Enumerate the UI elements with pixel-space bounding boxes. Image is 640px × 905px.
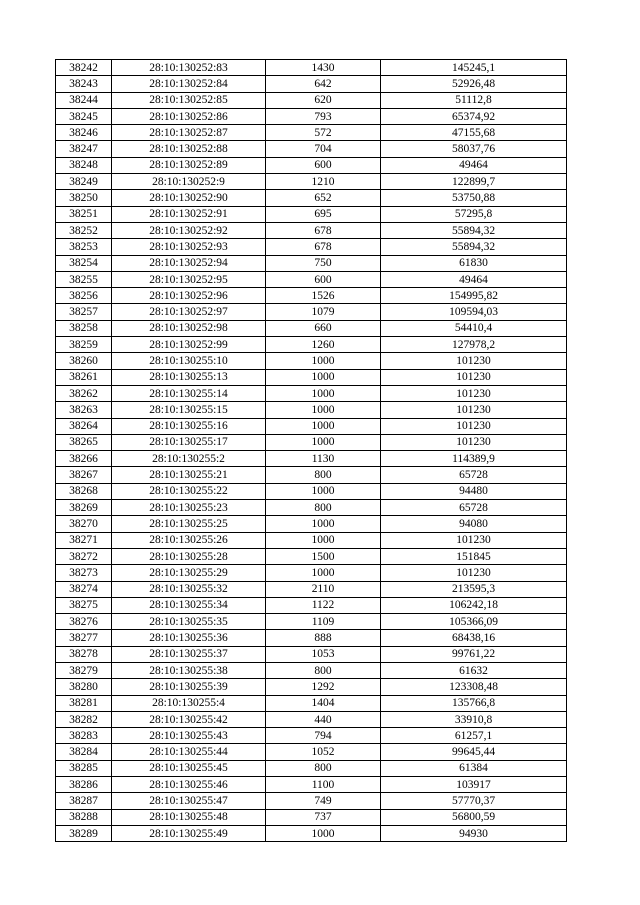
area-cell: 800 [266,500,381,516]
table-row [56,320,567,336]
value-cell: 56800,59 [381,809,567,825]
area-cell: 678 [266,239,381,255]
row-number-cell: 38257 [56,304,112,320]
cadastral-number-cell: 28:10:130252:93 [112,239,266,255]
area-cell: 660 [266,320,381,336]
area-cell: 1000 [266,483,381,499]
area-cell: 1000 [266,369,381,385]
row-number-cell: 38261 [56,369,112,385]
area-cell: 888 [266,630,381,646]
table-row [56,695,567,711]
table-row [56,434,567,450]
value-cell: 57295,8 [381,206,567,222]
cadastral-number-cell: 28:10:130255:14 [112,385,266,401]
area-cell: 1000 [266,385,381,401]
cadastral-number-cell: 28:10:130252:95 [112,271,266,287]
value-cell: 94080 [381,516,567,532]
value-cell: 127978,2 [381,337,567,353]
cadastral-number-cell: 28:10:130252:88 [112,141,266,157]
row-number-cell: 38253 [56,239,112,255]
cadastral-number-cell: 28:10:130255:43 [112,728,266,744]
row-number-cell: 38246 [56,125,112,141]
table-row [56,646,567,662]
table-row [56,288,567,304]
area-cell: 800 [266,467,381,483]
table-row [56,271,567,287]
area-cell: 678 [266,222,381,238]
table-row [56,304,567,320]
area-cell: 1404 [266,695,381,711]
cadastral-number-cell: 28:10:130255:28 [112,548,266,564]
table-row [56,565,567,581]
table-row [56,825,567,841]
area-cell: 1109 [266,614,381,630]
row-number-cell: 38243 [56,76,112,92]
row-number-cell: 38248 [56,157,112,173]
value-cell: 122899,7 [381,174,567,190]
row-number-cell: 38267 [56,467,112,483]
cadastral-number-cell: 28:10:130255:49 [112,825,266,841]
cadastral-number-cell: 28:10:130255:47 [112,793,266,809]
cadastral-number-cell: 28:10:130255:38 [112,662,266,678]
table-row [56,662,567,678]
row-number-cell: 38259 [56,337,112,353]
value-cell: 101230 [381,402,567,418]
cadastral-number-cell: 28:10:130252:92 [112,222,266,238]
cadastral-number-cell: 28:10:130252:91 [112,206,266,222]
area-cell: 600 [266,157,381,173]
cadastral-number-cell: 28:10:130255:29 [112,565,266,581]
row-number-cell: 38252 [56,222,112,238]
cadastral-number-cell: 28:10:130255:21 [112,467,266,483]
cadastral-number-cell: 28:10:130255:35 [112,614,266,630]
row-number-cell: 38276 [56,614,112,630]
cadastral-number-cell: 28:10:130255:17 [112,434,266,450]
row-number-cell: 38271 [56,532,112,548]
row-number-cell: 38244 [56,92,112,108]
value-cell: 49464 [381,271,567,287]
area-cell: 1000 [266,516,381,532]
table-row [56,630,567,646]
value-cell: 68438,16 [381,630,567,646]
area-cell: 1210 [266,174,381,190]
row-number-cell: 38251 [56,206,112,222]
row-number-cell: 38281 [56,695,112,711]
area-cell: 652 [266,190,381,206]
area-cell: 642 [266,76,381,92]
cadastral-number-cell: 28:10:130255:34 [112,597,266,613]
value-cell: 33910,8 [381,711,567,727]
cadastral-number-cell: 28:10:130255:13 [112,369,266,385]
cadastral-number-cell: 28:10:130252:98 [112,320,266,336]
table-row [56,500,567,516]
row-number-cell: 38285 [56,760,112,776]
row-number-cell: 38258 [56,320,112,336]
row-number-cell: 38266 [56,451,112,467]
area-cell: 620 [266,92,381,108]
value-cell: 58037,76 [381,141,567,157]
cadastral-number-cell: 28:10:130252:87 [112,125,266,141]
value-cell: 101230 [381,532,567,548]
row-number-cell: 38245 [56,108,112,124]
table-row [56,108,567,124]
value-cell: 106242,18 [381,597,567,613]
row-number-cell: 38287 [56,793,112,809]
value-cell: 114389,9 [381,451,567,467]
cadastral-number-cell: 28:10:130252:83 [112,60,266,76]
value-cell: 145245,1 [381,60,567,76]
table-row [56,141,567,157]
table-row [56,222,567,238]
value-cell: 109594,03 [381,304,567,320]
row-number-cell: 38289 [56,825,112,841]
table-body [56,60,567,842]
area-cell: 695 [266,206,381,222]
area-cell: 794 [266,728,381,744]
row-number-cell: 38250 [56,190,112,206]
table-row [56,532,567,548]
cadastral-number-cell: 28:10:130252:99 [112,337,266,353]
cadastral-number-cell: 28:10:130255:4 [112,695,266,711]
table-row [56,467,567,483]
row-number-cell: 38260 [56,353,112,369]
value-cell: 101230 [381,369,567,385]
area-cell: 1000 [266,825,381,841]
table-row [56,793,567,809]
value-cell: 55894,32 [381,239,567,255]
cadastral-number-cell: 28:10:130252:9 [112,174,266,190]
value-cell: 51112,8 [381,92,567,108]
row-number-cell: 38269 [56,500,112,516]
row-number-cell: 38284 [56,744,112,760]
row-number-cell: 38280 [56,679,112,695]
value-cell: 49464 [381,157,567,173]
table-row [56,174,567,190]
area-cell: 1000 [266,353,381,369]
table-row [56,369,567,385]
table-row [56,760,567,776]
table-row [56,597,567,613]
data-table [55,59,567,842]
value-cell: 61632 [381,662,567,678]
value-cell: 123308,48 [381,679,567,695]
area-cell: 1130 [266,451,381,467]
row-number-cell: 38264 [56,418,112,434]
value-cell: 99761,22 [381,646,567,662]
table-row [56,337,567,353]
cadastral-number-cell: 28:10:130255:26 [112,532,266,548]
table-row [56,581,567,597]
cadastral-number-cell: 28:10:130255:15 [112,402,266,418]
row-number-cell: 38265 [56,434,112,450]
cadastral-number-cell: 28:10:130252:97 [112,304,266,320]
value-cell: 61257,1 [381,728,567,744]
table-row [56,206,567,222]
area-cell: 1292 [266,679,381,695]
table-row [56,516,567,532]
row-number-cell: 38283 [56,728,112,744]
row-number-cell: 38255 [56,271,112,287]
table-row [56,255,567,271]
table-row [56,157,567,173]
table-row [56,418,567,434]
row-number-cell: 38247 [56,141,112,157]
cadastral-number-cell: 28:10:130255:39 [112,679,266,695]
row-number-cell: 38288 [56,809,112,825]
cadastral-number-cell: 28:10:130255:25 [112,516,266,532]
table-row [56,385,567,401]
cadastral-number-cell: 28:10:130255:48 [112,809,266,825]
cadastral-number-cell: 28:10:130255:23 [112,500,266,516]
value-cell: 53750,88 [381,190,567,206]
area-cell: 1000 [266,434,381,450]
area-cell: 600 [266,271,381,287]
cadastral-number-cell: 28:10:130252:90 [112,190,266,206]
value-cell: 101230 [381,353,567,369]
area-cell: 440 [266,711,381,727]
row-number-cell: 38242 [56,60,112,76]
value-cell: 52926,48 [381,76,567,92]
cadastral-number-cell: 28:10:130252:86 [112,108,266,124]
value-cell: 101230 [381,434,567,450]
table-row [56,451,567,467]
cadastral-number-cell: 28:10:130255:37 [112,646,266,662]
area-cell: 1000 [266,532,381,548]
table-row [56,402,567,418]
row-number-cell: 38268 [56,483,112,499]
value-cell: 65728 [381,467,567,483]
area-cell: 750 [266,255,381,271]
value-cell: 101230 [381,385,567,401]
row-number-cell: 38263 [56,402,112,418]
area-cell: 1122 [266,597,381,613]
cadastral-number-cell: 28:10:130255:10 [112,353,266,369]
table-row [56,125,567,141]
area-cell: 1052 [266,744,381,760]
row-number-cell: 38254 [56,255,112,271]
area-cell: 800 [266,760,381,776]
cadastral-number-cell: 28:10:130252:85 [112,92,266,108]
value-cell: 94930 [381,825,567,841]
area-cell: 1053 [266,646,381,662]
table-row [56,190,567,206]
value-cell: 57770,37 [381,793,567,809]
row-number-cell: 38286 [56,777,112,793]
row-number-cell: 38272 [56,548,112,564]
cadastral-number-cell: 28:10:130252:94 [112,255,266,271]
table-row [56,483,567,499]
row-number-cell: 38282 [56,711,112,727]
table-row [56,60,567,76]
row-number-cell: 38256 [56,288,112,304]
cadastral-number-cell: 28:10:130255:22 [112,483,266,499]
cadastral-number-cell: 28:10:130252:84 [112,76,266,92]
table-row [56,744,567,760]
cadastral-number-cell: 28:10:130255:2 [112,451,266,467]
area-cell: 1526 [266,288,381,304]
row-number-cell: 38249 [56,174,112,190]
area-cell: 572 [266,125,381,141]
area-cell: 749 [266,793,381,809]
value-cell: 65374,92 [381,108,567,124]
area-cell: 1079 [266,304,381,320]
value-cell: 135766,8 [381,695,567,711]
row-number-cell: 38273 [56,565,112,581]
table-row [56,809,567,825]
table-row [56,92,567,108]
area-cell: 704 [266,141,381,157]
value-cell: 101230 [381,418,567,434]
row-number-cell: 38270 [56,516,112,532]
value-cell: 61384 [381,760,567,776]
cadastral-number-cell: 28:10:130255:32 [112,581,266,597]
row-number-cell: 38277 [56,630,112,646]
value-cell: 101230 [381,565,567,581]
table-row [56,728,567,744]
value-cell: 55894,32 [381,222,567,238]
value-cell: 105366,09 [381,614,567,630]
cadastral-number-cell: 28:10:130255:16 [112,418,266,434]
area-cell: 1000 [266,418,381,434]
table-row [56,239,567,255]
table-row [56,711,567,727]
cadastral-number-cell: 28:10:130255:44 [112,744,266,760]
area-cell: 1500 [266,548,381,564]
area-cell: 800 [266,662,381,678]
table-row [56,548,567,564]
value-cell: 47155,68 [381,125,567,141]
cadastral-number-cell: 28:10:130255:45 [112,760,266,776]
cadastral-number-cell: 28:10:130255:46 [112,777,266,793]
row-number-cell: 38262 [56,385,112,401]
value-cell: 94480 [381,483,567,499]
row-number-cell: 38274 [56,581,112,597]
row-number-cell: 38275 [56,597,112,613]
cadastral-number-cell: 28:10:130252:89 [112,157,266,173]
table-row [56,679,567,695]
value-cell: 103917 [381,777,567,793]
value-cell: 65728 [381,500,567,516]
cadastral-number-cell: 28:10:130255:42 [112,711,266,727]
area-cell: 1430 [266,60,381,76]
table-row [56,76,567,92]
area-cell: 1000 [266,402,381,418]
value-cell: 151845 [381,548,567,564]
table-row [56,614,567,630]
value-cell: 99645,44 [381,744,567,760]
value-cell: 61830 [381,255,567,271]
cadastral-number-cell: 28:10:130252:96 [112,288,266,304]
area-cell: 1260 [266,337,381,353]
table-row [56,353,567,369]
value-cell: 154995,82 [381,288,567,304]
area-cell: 793 [266,108,381,124]
area-cell: 2110 [266,581,381,597]
row-number-cell: 38278 [56,646,112,662]
area-cell: 1000 [266,565,381,581]
value-cell: 54410,4 [381,320,567,336]
row-number-cell: 38279 [56,662,112,678]
area-cell: 1100 [266,777,381,793]
value-cell: 213595,3 [381,581,567,597]
table-row [56,777,567,793]
cadastral-number-cell: 28:10:130255:36 [112,630,266,646]
area-cell: 737 [266,809,381,825]
